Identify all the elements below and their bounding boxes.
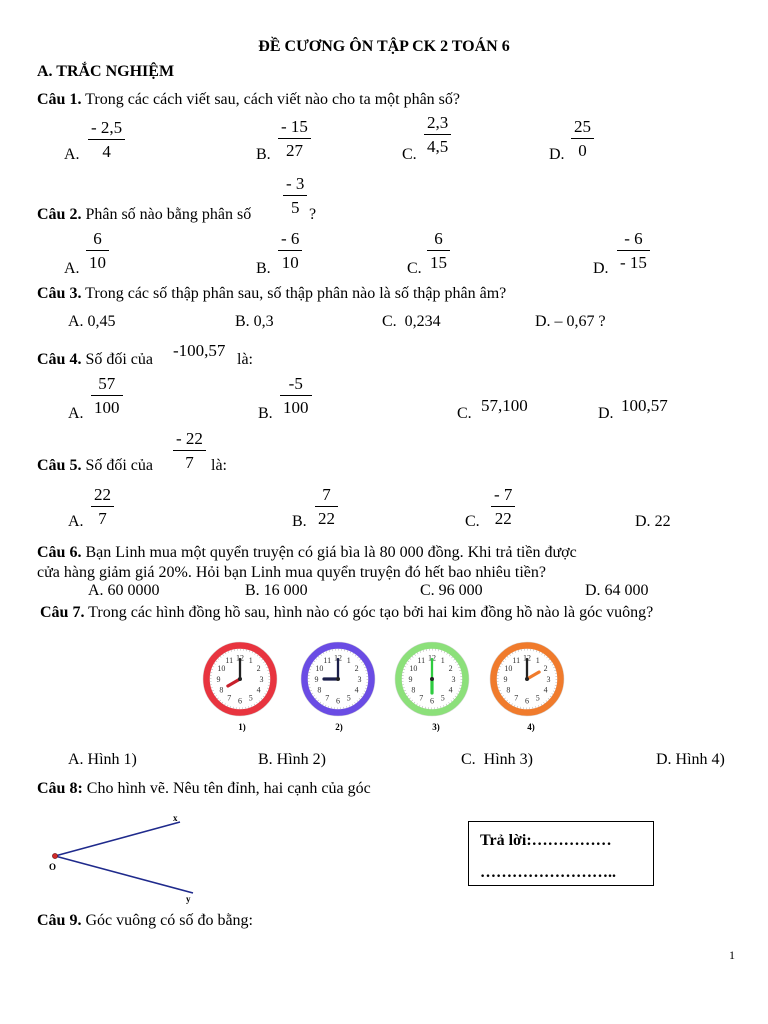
clock-numeral: 3 bbox=[451, 674, 456, 684]
question-label: Câu 2. bbox=[37, 206, 82, 223]
fraction-numerator: 22 bbox=[91, 483, 114, 507]
question-8 bbox=[37, 780, 371, 798]
option-a: A. 0,45 bbox=[68, 313, 116, 330]
fraction-denominator: 100 bbox=[283, 398, 309, 417]
clock-center-pin bbox=[525, 677, 529, 681]
question-9 bbox=[37, 912, 253, 930]
clock-numeral: 10 bbox=[409, 664, 418, 674]
question-text: Góc vuông có số đo bằng: bbox=[85, 912, 253, 929]
question-text-line-1: Bạn Linh mua một quyển truyện có giá bìa là 80 000 đồng. Khi trả tiền được bbox=[85, 544, 577, 561]
clock-numeral: 1 bbox=[440, 656, 445, 666]
option-a-fraction bbox=[88, 116, 125, 164]
option-a: A. 60 0000 bbox=[88, 582, 160, 599]
clock-caption: 4) bbox=[527, 722, 535, 732]
question-5 bbox=[37, 457, 153, 475]
option-letter: D. bbox=[593, 260, 609, 277]
vertex-label-o: O bbox=[49, 862, 57, 872]
option-letter: A. bbox=[64, 146, 80, 163]
clock-4 bbox=[490, 642, 564, 716]
option-c-fraction bbox=[424, 111, 451, 159]
option-d-fraction bbox=[617, 227, 650, 275]
option-c: C. 0,234 bbox=[382, 313, 441, 330]
option-c: C. 96 000 bbox=[420, 582, 483, 599]
option-c: C. Hình 3) bbox=[461, 751, 533, 768]
clock-numeral: 11 bbox=[225, 656, 234, 666]
clock-numeral: 6 bbox=[336, 696, 340, 706]
clock-numeral: 8 bbox=[219, 685, 224, 695]
fraction-numerator: 7 bbox=[315, 483, 338, 507]
question-label: Câu 7. bbox=[40, 604, 85, 621]
fraction-numerator: 6 bbox=[86, 227, 109, 251]
clock-numeral: 4 bbox=[543, 685, 548, 695]
question-label: Câu 3. bbox=[37, 285, 82, 302]
clock-numeral: 4 bbox=[354, 685, 359, 695]
clock-numeral: 3 bbox=[546, 674, 551, 684]
fraction-numerator: 6 bbox=[427, 227, 450, 251]
option-b-fraction bbox=[278, 227, 302, 275]
option-letter: B. bbox=[258, 405, 273, 422]
clock-numeral: 1 bbox=[248, 656, 253, 666]
ray-label-y: y bbox=[186, 894, 191, 904]
clock-numeral: 11 bbox=[417, 656, 426, 666]
clock-numeral: 7 bbox=[227, 693, 232, 703]
question-7 bbox=[40, 604, 653, 622]
clock-numeral: 6 bbox=[430, 696, 434, 706]
clock-3 bbox=[395, 642, 469, 716]
question-label: Câu 9. bbox=[37, 912, 82, 929]
option-a-fraction bbox=[86, 227, 109, 275]
option-b-fraction bbox=[315, 483, 338, 531]
clock-numeral: 9 bbox=[408, 674, 413, 684]
question-text-end: là: bbox=[237, 351, 253, 368]
question-number: -100,57 bbox=[173, 341, 226, 360]
clock-1 bbox=[203, 642, 277, 716]
option-letter: B. bbox=[292, 513, 307, 530]
clock-caption: 3) bbox=[432, 722, 440, 732]
fraction-numerator: - 15 bbox=[278, 115, 311, 139]
fraction-denominator: 0 bbox=[578, 141, 587, 160]
option-d: D. Hình 4) bbox=[656, 751, 725, 768]
clock-center-pin bbox=[238, 677, 242, 681]
question-label: Câu 6. bbox=[37, 544, 82, 561]
clock-numeral: 2 bbox=[448, 664, 453, 674]
question-fraction bbox=[173, 427, 206, 475]
fraction-numerator: 2,3 bbox=[424, 111, 451, 135]
option-b: B. Hình 2) bbox=[258, 751, 326, 768]
option-letter: C. bbox=[407, 260, 422, 277]
fraction-denominator: 27 bbox=[285, 141, 303, 160]
document-title: ĐỀ CƯƠNG ÔN TẬP CK 2 TOÁN 6 bbox=[258, 38, 510, 55]
fraction-denominator: 22 bbox=[494, 509, 512, 528]
fraction-denominator: 10 bbox=[281, 253, 299, 272]
clock-numeral: 12 bbox=[334, 653, 342, 663]
clocks-figure bbox=[0, 630, 768, 722]
question-text: Phân số nào bằng phân số bbox=[85, 206, 252, 223]
fraction-numerator: 25 bbox=[571, 115, 594, 139]
option-a-fraction bbox=[91, 372, 123, 420]
option-letter: C. bbox=[457, 405, 472, 422]
clock-numeral: 12 bbox=[236, 653, 244, 663]
page-number: 1 bbox=[729, 948, 735, 962]
option-value: 22 bbox=[654, 513, 671, 530]
option-d: D. – 0,67 ? bbox=[535, 313, 606, 330]
option-letter: C. bbox=[465, 513, 480, 530]
clock-numeral: 1 bbox=[346, 656, 351, 666]
clock-numeral: 5 bbox=[248, 693, 253, 703]
fraction-denominator: - 15 bbox=[620, 253, 647, 272]
option-d-value: 100,57 bbox=[621, 396, 668, 415]
fraction-denominator: 10 bbox=[89, 253, 106, 272]
option-letter: A. bbox=[68, 513, 84, 530]
option-c-fraction bbox=[427, 227, 450, 275]
clock-numeral: 11 bbox=[512, 656, 521, 666]
option-b: B. 16 000 bbox=[245, 582, 308, 599]
option-a-fraction bbox=[91, 483, 114, 531]
clock-numeral: 7 bbox=[325, 693, 330, 703]
fraction-denominator: 4 bbox=[102, 142, 111, 161]
clock-numeral: 12 bbox=[523, 653, 531, 663]
clock-numeral: 7 bbox=[419, 693, 424, 703]
option-c-value: 57,100 bbox=[481, 396, 528, 415]
section-heading: A. TRẮC NGHIỆM bbox=[37, 63, 175, 80]
option-letter: A. bbox=[64, 260, 80, 277]
question-1 bbox=[37, 91, 460, 109]
option-letter: B. bbox=[256, 146, 271, 163]
question-3 bbox=[37, 285, 506, 303]
clock-numeral: 6 bbox=[525, 696, 529, 706]
clock-center-pin bbox=[430, 677, 434, 681]
question-text: Trong các hình đồng hồ sau, hình nào có góc tạo bởi hai kim đồng hồ nào là góc vuông? bbox=[88, 604, 654, 621]
clock-numeral: 10 bbox=[504, 664, 513, 674]
clock-numeral: 3 bbox=[357, 674, 362, 684]
clock-numeral: 9 bbox=[314, 674, 319, 684]
clock-numeral: 5 bbox=[346, 693, 351, 703]
answer-line-2: …………………….. bbox=[480, 864, 616, 881]
option-b-fraction bbox=[278, 115, 311, 163]
option-b-fraction bbox=[280, 372, 312, 420]
option-c-fraction bbox=[491, 483, 515, 531]
question-label: Câu 8: bbox=[37, 780, 83, 797]
option-b: B. 0,3 bbox=[235, 313, 274, 330]
clock-numeral: 9 bbox=[216, 674, 221, 684]
answer-line-1: Trả lời:…………… bbox=[480, 832, 612, 849]
fraction-numerator: - 2,5 bbox=[88, 116, 125, 140]
question-text-end: là: bbox=[211, 457, 227, 474]
clock-numeral: 11 bbox=[323, 656, 332, 666]
clock-numeral: 4 bbox=[256, 685, 261, 695]
question-text-line-2: cửa hàng giảm giá 20%. Hỏi bạn Linh mua quyển truyện đó hết bao nhiêu tiền? bbox=[37, 564, 546, 581]
fraction-numerator: - 3 bbox=[283, 172, 307, 196]
clock-numeral: 5 bbox=[440, 693, 445, 703]
clock-numeral: 8 bbox=[317, 685, 322, 695]
fraction-numerator: - 6 bbox=[278, 227, 302, 251]
fraction-denominator: 22 bbox=[318, 509, 335, 528]
fraction-denominator: 7 bbox=[98, 509, 107, 528]
question-2 bbox=[37, 206, 251, 224]
option-letter: C. bbox=[402, 146, 417, 163]
question-4 bbox=[37, 351, 153, 369]
option-a: A. Hình 1) bbox=[68, 751, 137, 768]
question-label: Câu 5. bbox=[37, 457, 82, 474]
ray-ox bbox=[55, 822, 180, 856]
fraction-denominator: 100 bbox=[94, 398, 120, 417]
clock-numeral: 12 bbox=[428, 653, 436, 663]
question-text: Số đối của bbox=[85, 351, 153, 368]
question-fraction bbox=[283, 172, 307, 220]
answer-box bbox=[468, 821, 654, 886]
clock-numeral: 6 bbox=[238, 696, 242, 706]
clock-caption: 2) bbox=[335, 722, 343, 732]
clock-numeral: 1 bbox=[535, 656, 540, 666]
question-text: Cho hình vẽ. Nêu tên đỉnh, hai cạnh của góc bbox=[86, 780, 371, 797]
clock-numeral: 7 bbox=[514, 693, 519, 703]
clock-numeral: 10 bbox=[217, 664, 226, 674]
fraction-numerator: - 6 bbox=[617, 227, 650, 251]
fraction-numerator: -5 bbox=[280, 372, 312, 396]
question-text: Trong các cách viết sau, cách viết nào cho ta một phân số? bbox=[85, 91, 461, 108]
question-6 bbox=[37, 544, 577, 562]
clock-numeral: 5 bbox=[535, 693, 540, 703]
clock-numeral: 2 bbox=[256, 664, 261, 674]
clock-numeral: 9 bbox=[503, 674, 508, 684]
clock-numeral: 10 bbox=[315, 664, 324, 674]
clock-caption: 1) bbox=[238, 722, 246, 732]
fraction-numerator: - 22 bbox=[173, 427, 206, 451]
fraction-numerator: 57 bbox=[91, 372, 123, 396]
clock-numeral: 2 bbox=[543, 664, 548, 674]
option-letter: D. bbox=[635, 513, 651, 530]
clock-numeral: 8 bbox=[411, 685, 416, 695]
option-d bbox=[635, 513, 671, 531]
fraction-denominator: 7 bbox=[185, 453, 194, 472]
ray-label-x: x bbox=[173, 813, 178, 823]
option-letter: D. bbox=[549, 146, 565, 163]
option-d-fraction bbox=[571, 115, 594, 163]
option-letter: B. bbox=[256, 260, 271, 277]
clock-numeral: 3 bbox=[259, 674, 264, 684]
fraction-denominator: 15 bbox=[430, 253, 447, 272]
option-d: D. 64 000 bbox=[585, 582, 649, 599]
clock-numeral: 8 bbox=[506, 685, 511, 695]
vertex-point bbox=[52, 853, 57, 858]
fraction-denominator: 4,5 bbox=[427, 137, 449, 156]
clock-2 bbox=[301, 642, 375, 716]
question-text: Số đối của bbox=[85, 457, 153, 474]
ray-oy bbox=[55, 856, 193, 893]
question-mark: ? bbox=[309, 206, 317, 223]
question-text: Trong các số thập phân sau, số thập phân nào là số thập phân âm? bbox=[85, 285, 507, 302]
fraction-numerator: - 7 bbox=[491, 483, 515, 507]
fraction-denominator: 5 bbox=[290, 198, 300, 217]
clock-numeral: 4 bbox=[448, 685, 453, 695]
clock-numeral: 2 bbox=[354, 664, 359, 674]
question-label: Câu 1. bbox=[37, 91, 82, 108]
question-label: Câu 4. bbox=[37, 351, 82, 368]
clock-center-pin bbox=[336, 677, 340, 681]
option-letter: A. bbox=[68, 405, 84, 422]
option-letter: D. bbox=[598, 405, 614, 422]
angle-figure bbox=[0, 800, 240, 910]
